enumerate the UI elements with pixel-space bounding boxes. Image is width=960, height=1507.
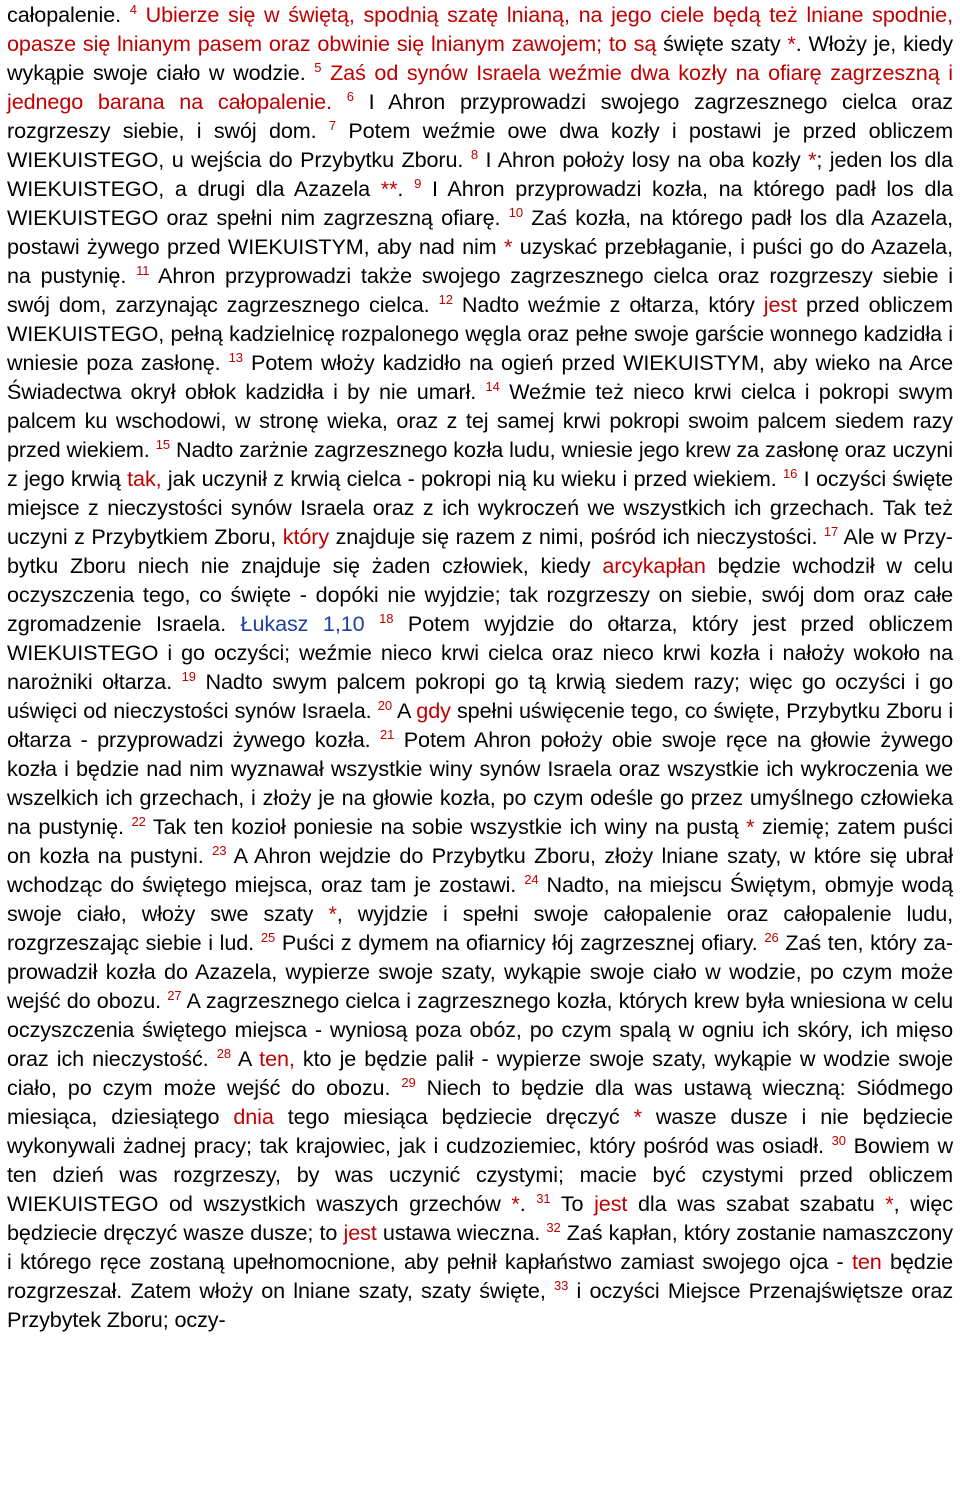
verse-number: 23	[212, 842, 227, 858]
verse-number: 18	[379, 610, 394, 626]
text-run: Potem Ahron położy obie swoje ręce na głowie żywego kozła i będzie nad nim wyznawał wszystkie winy synów Israela oraz wszystkie ich wykroczenia we wszelkich ich grzechach, i złoży je na głowie kozła, po czym odeśle go przez umyślnego człowieka na pustynię.	[7, 727, 954, 839]
highlighted-text: są	[633, 31, 657, 56]
verse-number: 27	[167, 987, 182, 1003]
text-run: Niech to będzie dla was ustawą wieczną: Siódmego miesiąca, dziesiątego	[7, 1075, 953, 1129]
text-run: Nadto, na miejscu Świętym, obmyje wodą swoje ciało, włoży swe szaty	[7, 872, 953, 926]
text-run: , wyjdzie i spełni swoje całopalenie oraz całopalenie ludu, rozgrzeszając siebie i lud.	[7, 901, 953, 955]
highlighted-text: jest	[594, 1191, 628, 1216]
verse-number: 32	[546, 1219, 561, 1235]
text-run: uzyskać przebłaganie, i puści go do Azazela, na pustynię.	[7, 234, 953, 288]
text-run: Ahron przyprowadzi także swojego zagrzesznego cielca oraz rozgrzeszy siebie i swój dom, zarzynając zagrzesznego cielca.	[7, 263, 953, 317]
highlighted-text: Zaś od synów Israela weźmie dwa kozły na ofiarę zagrzeszną i jednego barana na całopalenie.	[7, 60, 953, 114]
text-run: ustawa wieczna.	[376, 1220, 547, 1245]
text-run: Potem wyjdzie do ołtarza, który jest przed obliczem WIEKUISTEGO i go oczyści; weźmie nieco krwi cielca oraz nieco krwi kozła i nałoży wokoło na narożniki ołtarza.	[7, 611, 953, 694]
highlighted-text: dnia	[233, 1104, 274, 1129]
text-run: będzie rozgrzeszał. Zatem włoży on lniane szaty, szaty święte,	[7, 1249, 953, 1303]
verse-number: 24	[524, 871, 539, 887]
verse-number: 17	[823, 523, 839, 539]
highlighted-text: *	[633, 1104, 642, 1129]
highlighted-text: **	[380, 176, 398, 201]
highlighted-text: gdy	[416, 698, 451, 723]
text-run: A Ahron wejdzie do Przybytku Zboru, złoży lniane szaty, w które się ubrał wchodząc do świętego miejsca, oraz tam je zostawi.	[7, 843, 953, 897]
text-run: Ale w Przybytku Zboru niech nie znajduje się żaden człowiek, kiedy	[7, 524, 953, 578]
verse-number: 7	[328, 117, 337, 133]
highlighted-text: który	[282, 524, 330, 549]
text-run: A	[392, 698, 417, 723]
text-run: A	[230, 1046, 260, 1071]
highlighted-text: ten,	[259, 1046, 295, 1071]
text-run: święte szaty	[656, 31, 788, 56]
verse-number: 14	[485, 378, 500, 394]
body-paragraph	[7, 0, 953, 1334]
text-run	[365, 611, 380, 636]
text-run: Potem włoży kadzidło na ogień przed WIEKUISTYM, aby wieko na Arce Świadectwa okrył obłok kadzidła i by nie umarł.	[7, 350, 953, 404]
verse-number: 25	[260, 929, 276, 945]
verse-number: 33	[554, 1277, 569, 1293]
highlighted-text: tak,	[127, 466, 162, 491]
text-run: I Ahron położy losy na oba kozły	[477, 147, 809, 172]
text-run: To	[550, 1191, 595, 1216]
verse-number: 28	[216, 1045, 231, 1061]
verse-number: 20	[377, 697, 392, 713]
text-run: całopalenie.	[7, 2, 130, 27]
text-run: Bowiem w ten dzień was rozgrzeszy, by was uczynić czystymi; macie być czystymi przed obliczem WIEKUISTEGO od wszystkich waszych grzechów	[7, 1133, 954, 1216]
text-run: , więc będziecie dręczyć wasze dusze; to	[7, 1191, 953, 1245]
text-run: spełni uświęcenie tego, co święte, Przybytku Zboru i ołtarza - przyprowadzi żywego kozła.	[7, 698, 954, 752]
text-run: Zaś kozła, na którego padł los dla Azazela, postawi żywego przed WIEKUISTYM, aby nad nim	[7, 205, 954, 259]
verse-number: 26	[764, 929, 779, 945]
text-run: Zaś kapłan, który zostanie namaszczony i którego ręce zostaną upełnomocnione, aby pełnił kapłaństwo zamiast swojego ojca -	[7, 1220, 953, 1274]
text-run: Potem weźmie owe dwa kozły i postawi je przed obliczem WIEKUISTEGO, u wejścia do Przybytku Zboru.	[7, 118, 953, 172]
highlighted-text: *	[746, 814, 755, 839]
text-run: Nadto weźmie z ołtarza, który	[452, 292, 764, 317]
verse-number: 11	[136, 262, 150, 278]
text-run: I Ahron przyprowadzi kozła, na którego padł los dla WIEKUISTEGO oraz spełni nim zagrzeszną ofiarę.	[7, 176, 953, 230]
verse-number: 16	[783, 465, 798, 481]
text-run: jak uczynił z krwią cielca - pokropi nią ku wieku i przed wiekiem.	[161, 466, 784, 491]
text-run: . Włoży je, kiedy wykąpie swoje ciało w wodzie.	[7, 31, 954, 85]
highlighted-text: Ubierze się w świętą, spodnią szatę lnianą, na jego ciele będą też lniane spodnie, opasze się lnianym pasem oraz obwinie się lnianym zawojem; to	[7, 2, 953, 56]
verse-number: 8	[470, 146, 478, 162]
text-run: i oczyści Miejsce Przenajświętsze oraz Przybytek Zboru; oczy-	[7, 1278, 954, 1332]
text-run: I oczyści święte miejsce z nieczystości synów Israela oraz z ich wykroczeń we wszystkich ich grzechach. Tak też uczyni z Przybytkiem Zboru,	[7, 466, 954, 549]
verse-number: 31	[536, 1190, 551, 1206]
verse-number: 10	[508, 204, 523, 220]
text-run: Zaś ten, który zaprowadził kozła do Azazela, wypierze swoje szaty, wykąpie swoje ciało w wodzie, po czym może wejść do obozu.	[7, 930, 954, 1013]
text-run: Nadto zarżnie zagrzesznego kozła ludu, wniesie jego krew za zasłonę oraz uczyni z jego krwią	[7, 437, 953, 491]
verse-number: 22	[131, 813, 146, 829]
text-run: Weźmie też nieco krwi cielca i pokropi swym palcem ku wschodowi, w stronę wieka, oraz z tej samej krwi pokropi swoim palcem siedem razy przed wiekiem.	[7, 379, 954, 462]
highlighted-text: *	[504, 234, 513, 259]
verse-number: 15	[155, 436, 170, 452]
text-run: Puści z dymem na ofiarnicy łój zagrzesznej ofiary.	[275, 930, 765, 955]
text-run: A zagrzesznego cielca i zagrzesznego kozła, których krew była wniesiona w celu oczyszczenia świętego miejsca - wyniosą poza obóz, po czym spalą w ogniu ich skóry, ich mięso oraz ich nieczystość.	[7, 988, 953, 1071]
cross-reference-link[interactable]: Łukasz 1,10	[240, 611, 365, 636]
text-run: będzie wchodził w celu oczyszczenia tego, co święte - dopóki nie wyjdzie; tak rozgrzeszy on siebie, swój dom oraz całe zgromadzenie Israela.	[7, 553, 953, 636]
verse-number: 29	[401, 1074, 416, 1090]
highlighted-text: *	[808, 147, 817, 172]
highlighted-text: arcykapłan	[602, 553, 706, 578]
verse-number: 6	[346, 88, 354, 104]
verse-number: 13	[228, 349, 243, 365]
text-run: ziemię; zatem puści on kozła na pustyni.	[7, 814, 953, 868]
highlighted-text: *	[787, 31, 796, 56]
highlighted-text: *	[328, 901, 337, 926]
text-run: tego miesiąca będziecie dręczyć	[273, 1104, 634, 1129]
highlighted-text: ten	[851, 1249, 882, 1274]
text-run: wasze dusze i nie będziecie wykonywali żadnej pracy; tak krajowiec, jak i cudzoziemiec, który pośród was osiadł.	[7, 1104, 953, 1158]
highlighted-text: jest	[343, 1220, 377, 1245]
text-run: .	[397, 176, 415, 201]
verse-number: 19	[181, 668, 196, 684]
verse-number: 4	[129, 1, 137, 17]
text-run: przed obliczem WIEKUISTEGO, pełną kadzielnicę rozpalonego węgla oraz pełne swoje garście wonnego kadzidła i wniesie poza zasłonę.	[7, 292, 953, 375]
text-run: znajduje się razem z nimi, pośród ich nieczystości.	[329, 524, 824, 549]
verse-number: 30	[831, 1132, 846, 1148]
highlighted-text: *	[511, 1191, 520, 1216]
verse-number: 21	[380, 726, 395, 742]
text-run: ; jeden los dla WIEKUISTEGO, a drugi dla Azazela	[7, 147, 953, 201]
text-run: Tak ten kozioł poniesie na sobie wszystkie ich winy na pustą	[145, 814, 747, 839]
verse-number: 5	[314, 59, 322, 75]
text-run: .	[519, 1191, 537, 1216]
text-run: Nadto swym palcem pokropi go tą krwią siedem razy; więc go oczyści i go uświęci od nieczystości synów Israela.	[7, 669, 953, 723]
text-run: I Ahron przyprowadzi swojego zagrzesznego cielca oraz rozgrzeszy siebie, i swój dom.	[7, 89, 954, 143]
text-run: dla was szabat szabatu	[627, 1191, 886, 1216]
text-run: kto je będzie palił - wypierze swoje szaty, wykąpie w wodzie swoje ciało, po czym może wejść do obozu.	[7, 1046, 953, 1100]
highlighted-text: jest	[763, 292, 797, 317]
highlighted-text: *	[885, 1191, 894, 1216]
verse-number: 12	[438, 291, 453, 307]
verse-number: 9	[414, 175, 422, 191]
